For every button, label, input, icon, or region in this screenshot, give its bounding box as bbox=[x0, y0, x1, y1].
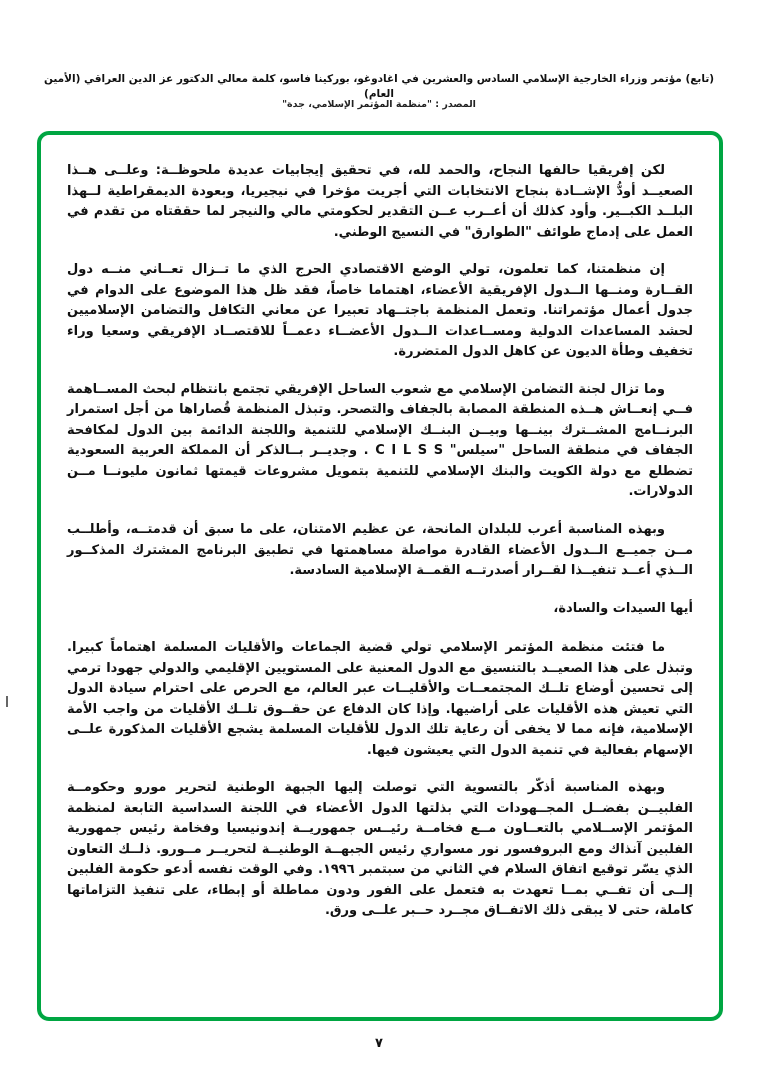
page-number: ٧ bbox=[375, 1036, 383, 1051]
paragraph-2: إن منظمتنا، كما تعلمون، تولي الوضع الاقتصادي الحرج الذي ما تــزال تعــاني منــه دول القــارة ومنــها الــدول الإفريقية الأعضاء، اهتماما خاصاً، فقد ظل هذا الموضوع على الدوام في جدول أعمال مؤتمراتنا. وتعمل المنظمة باجتــهاد تعبيرا عن معاني التكافل والتضامن الإسلاميين لحشد المساعدات الدولية ومســاعدات الــدول الأعضــاء دعمــاً للاقتصــاد الإفريقي وسعيا وراء تخفيف وطأة الديون عن كاهل الدول المتضررة. bbox=[67, 262, 693, 360]
paragraph-1: لكن إفريقيا حالفها النجاح، والحمد لله، في تحقيق إيجابيات عديدة ملحوظــة: وعلــى هــذا الصعيــد أودُّ الإشــادة بنجاح الانتخابات التي أجريت مؤخرا في نيجيريا، وبعودة الديمقراطية لــهذا البلــد الكبــير. وأود كذلك أن أعــرب عــن التقدير لحكومتي مالي والنيجر لما حققتاه من تقدم في العمل على إدماج طوائف "الطوارق" في النسيج الوطني. bbox=[67, 163, 693, 240]
document-title: (تابع) مؤتمر وزراء الخارجية الإسلامي السادس والعشرين في اغادوغو، بوركينا فاسو، كلمة معالي الدكتور عز الدين العراقي (الأمين العام) bbox=[43, 73, 715, 100]
paragraph-5: ما فتئت منظمة المؤتمر الإسلامي تولي قضية الجماعات والأقليات المسلمة اهتماماً كبيرا. وتبذل على هذا الصعيــد بالتنسيق مع الدول المعنية على المستويين الإقليمي والدولي جهودا ترمي إلى تحسين أوضاع تلــك المجتمعــات والأقليــات عبر العالم، مع الحرص على احترام سيادة الدول التي تعيش هذه الأقليات على أراضيها. وإذا كان الدفاع عن حقــوق تلــك الأقليات من واجب الأمة الإسلامية، فإنه مما لا يخفى أن رعاية تلك الدول للأقليات المسلمة يشجع الأقليات المذكورة علــى الإسهام بفعالية في تنمية الدول التي يعيشون فيها. bbox=[67, 640, 693, 758]
salutation-line: أيها السيدات والسادة، bbox=[553, 600, 693, 616]
paragraph-6: وبهذه المناسبة أذكّر بالتسوية التي توصلت إليها الجبهة الوطنية لتحرير مورو وحكومــة الفلبيــن بفضــل المجــهودات التي بذلتها الدول الأعضاء في اللجنة السداسية التابعة لمنظمة المؤتمر الإســلامي بالتعــاون مــع فخامــة رئيــس جمهوريــة إندونيسيا وفخامة رئيس جمهورية الفلبين آنذاك ومع البروفسور نور مسواري رئيس الجبهــة الوطنيــة لتحريــر مــورو. ذلــك التعاون الذي يسّر توقيع اتفاق السلام في الثاني من سبتمبر ١٩٩٦. وفي الوقت نفسه أدعو حكومة الفلبين إلــى أن تفــي بمــا تعهدت به فتعمل على الفور ودون مماطلة أو إبطاء، على تنفيذ التزاماتها كاملة، حتى لا يبقى ذلك الاتفــاق مجــرد حــبر علــى ورق. bbox=[67, 780, 693, 919]
margin-mark bbox=[6, 696, 8, 707]
paragraph-3: وما تزال لجنة التضامن الإسلامي مع شعوب الساحل الإفريقي تجتمع بانتظام لبحث المســاهمة فــي إنعــاش هــذه المنطقة المصابة بالجفاف والتصحر. وتبذل المنظمة قُصاراها من أجل استمرار البرنــامج المشــترك بينــها وبيــن البنــك الإسلامي للتنمية واللجنة الدائمة بين الدول لمكافحة الجفاف في منطقة الساحل "سيلس" C I L S S . وجديــر بــالذكر أن المملكة العربية السعودية تضطلع مع دولة الكويت والبنك الإسلامي للتنمية بتمويل مشروعات قيمتها ثمانون مليونــا مــن الدولارات. bbox=[67, 381, 693, 500]
paragraph-4: وبهذه المناسبة أعرب للبلدان المانحة، عن عظيم الامتنان، على ما سبق أن قدمتــه، وأطلــب مــن جميــع الــدول الأعضاء القادرة مواصلة مساهمتها في تطبيق البرنامج المشترك المذكــور الــذي أعــد تنفيــذا لقــرار أصدرتــه القمــة الإسلامية السادسة. bbox=[67, 521, 693, 579]
content-border bbox=[37, 131, 723, 1021]
document-source: المصدر : "منظمة المؤتمر الإسلامي، جدة" bbox=[282, 99, 476, 110]
